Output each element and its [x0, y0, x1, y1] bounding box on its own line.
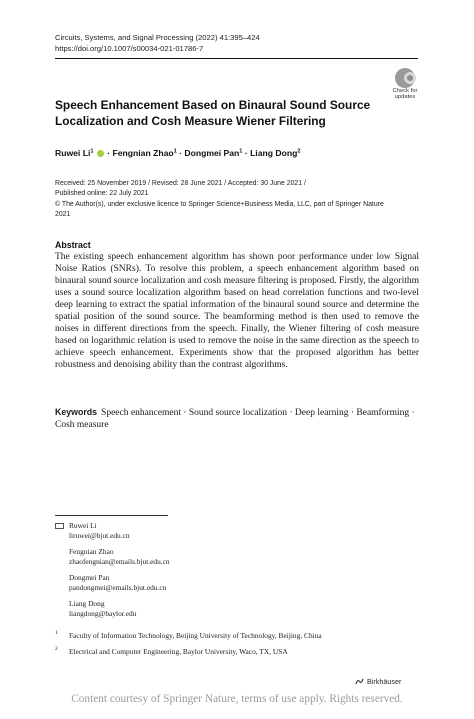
check-for-updates-badge[interactable] — [390, 68, 420, 101]
abstract-text: The existing speech enhancement algorithm has shown poor performance under low Signal Noise Ratios (SNRs). To resolve this problem, a speech enhancement algorithm based on binaural sound source localization and cosh measure filtering is proposed. Firstly, the algorithm uses a sound source localization algorithm based on head correlation functions and two-level deep learning to extract the spatial information of the binaural sound source and determine the spatial position of the sound source. The beamforming method is then used to remove the noises in different directions from the speech. Finally, the Wiener filtering of cosh measure based on logarithmic relation is used to remove the noise in the same direction as the speech to achieve speech enhancement. Experiments show that the proposed algorithm has better robustness and denoising ability than the contrast algorithms. — [55, 252, 419, 371]
contact-email[interactable]: liangdong@baylor.edu — [69, 609, 137, 619]
contact-name: Ruwei Li — [69, 521, 97, 530]
footnote-rule — [55, 515, 168, 516]
keywords-text: Speech enhancement · Sound source localization · Deep learning · Beamforming · Cosh measure — [55, 408, 415, 431]
journal-header — [55, 33, 260, 54]
contact-entry — [69, 547, 170, 567]
badge-line1: Check for — [392, 88, 418, 94]
author-name[interactable]: Fengnian Zhao — [112, 148, 174, 158]
publisher-name: Birkhäuser — [367, 677, 402, 686]
orcid-icon[interactable] — [97, 150, 104, 157]
publisher-logo — [355, 677, 401, 686]
contact-email[interactable]: zhaofengnian@emails.bjut.edu.cn — [69, 557, 170, 567]
author-name[interactable]: Dongmei Pan — [184, 148, 240, 158]
author-separator: · — [176, 148, 185, 158]
dates-received: Received: 25 November 2019 / Revised: 28 June 2021 / Accepted: 30 June 2021 / — [55, 180, 306, 187]
copyright-year: 2021 — [55, 210, 71, 218]
author-affiliation-mark: 1 — [173, 148, 177, 155]
birkhauser-icon — [355, 677, 364, 686]
paper-title: Speech Enhancement Based on Binaural Sound Source Localization and Cosh Measure Wiener Filtering — [55, 98, 371, 128]
author-affiliation-mark: 1 — [90, 148, 94, 155]
contact-name: Dongmei Pan — [69, 573, 110, 582]
abstract-heading: Abstract — [55, 240, 91, 250]
keywords-label: Keywords — [55, 407, 98, 417]
author-affiliation-mark: 1 — [239, 148, 243, 155]
dates-published: Published online: 22 July 2021 — [55, 190, 149, 198]
affiliation-text: Electrical and Computer Engineering, Baylor University, Waco, TX, USA — [69, 647, 288, 656]
copyright-line: © The Author(s), under exclusive licence to Springer Science+Business Media, LLC, part of Springer Nature — [55, 200, 384, 208]
author-name[interactable]: Ruwei Li — [55, 148, 91, 158]
check-for-updates-icon — [395, 68, 415, 88]
doi-link[interactable]: https://doi.org/10.1007/s00034-021-01786-7 — [55, 43, 204, 53]
badge-line2: updates — [394, 94, 416, 101]
envelope-icon — [55, 523, 64, 529]
affiliation-text: Faculty of Information Technology, Beijing University of Technology, Beijing, China — [69, 631, 322, 640]
publication-dates — [55, 179, 420, 220]
author-list — [55, 148, 300, 158]
journal-citation: Circuits, Systems, and Signal Processing (2022) 41:395–424 — [55, 33, 260, 42]
contact-email[interactable]: liruwei@bjut.edu.cn — [69, 531, 130, 541]
contact-entry — [69, 599, 136, 619]
author-name[interactable]: Liang Dong — [250, 148, 298, 158]
contact-name: Fengnian Zhao — [69, 547, 114, 556]
contact-email[interactable]: pandongmei@emails.bjut.edu.cn — [69, 583, 167, 593]
contact-name: Liang Dong — [69, 599, 105, 608]
contact-entry — [69, 521, 130, 541]
header-rule — [55, 58, 418, 59]
contact-entry — [69, 573, 166, 593]
author-affiliation-mark: 2 — [297, 148, 301, 155]
courtesy-footer: Content courtesy of Springer Nature, terms of use apply. Rights reserved. — [71, 693, 403, 705]
affiliation-number: 1 — [55, 630, 58, 636]
keywords-block — [55, 406, 419, 431]
affiliation-number: 2 — [55, 646, 58, 652]
author-separator: · — [104, 148, 113, 158]
author-separator: · — [242, 148, 251, 158]
